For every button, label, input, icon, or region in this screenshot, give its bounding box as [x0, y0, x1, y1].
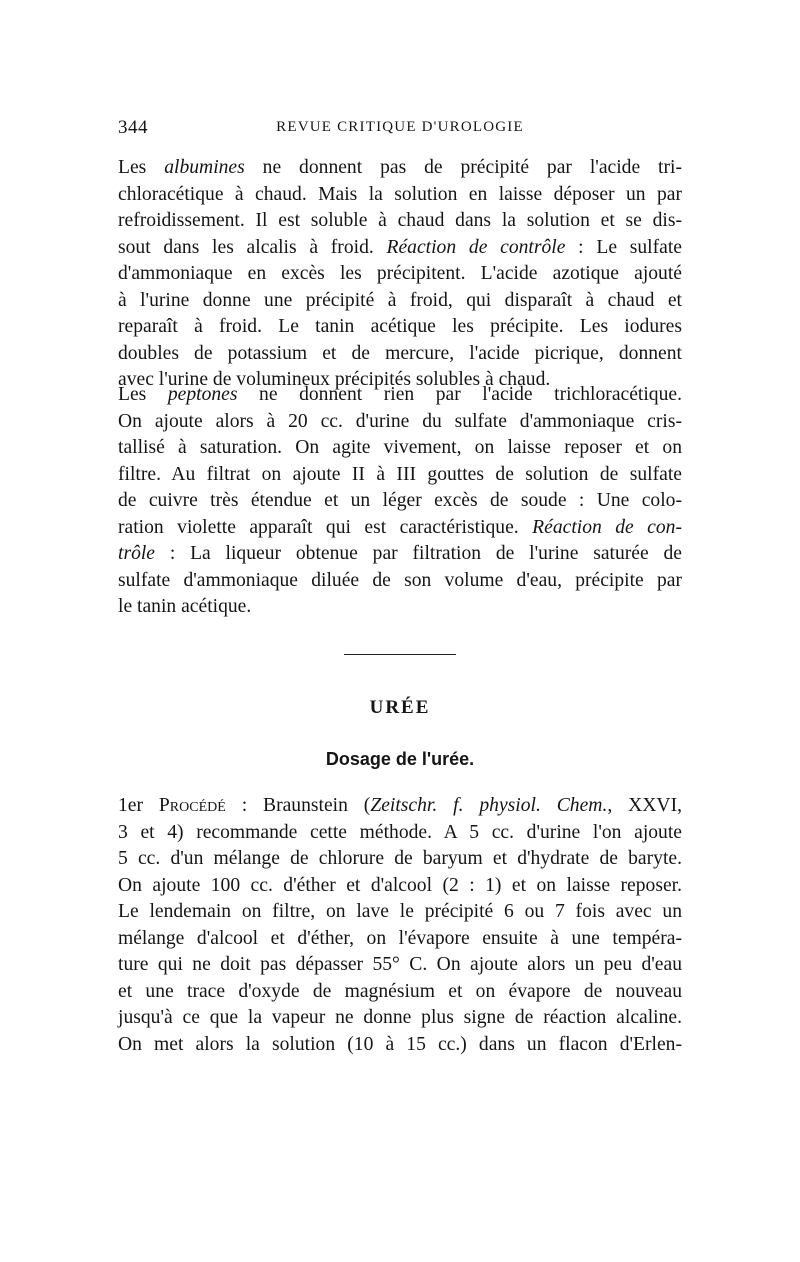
text-line: On met alors la solution (10 à 15 cc.) dans un flacon d'Erlen-	[118, 1033, 682, 1055]
paragraph-procede	[118, 793, 682, 1058]
text-line: le tanin acétique.	[118, 596, 252, 617]
text-line: Le lendemain on filtre, on lave le précipité 6 ou 7 fois avec un	[118, 901, 682, 922]
text-line: de cuivre très étendue et un léger excès de soude : Une colo-	[118, 490, 682, 511]
section-title: URÉE	[369, 697, 431, 718]
subheading: Dosage de l'urée.	[325, 749, 475, 769]
text-line: mélange d'alcool et d'éther, on l'évapore ensuite à une tempéra-	[118, 927, 682, 949]
text-line: doubles de potassium et de mercure, l'acide picrique, donnent	[118, 342, 682, 364]
text-line: On ajoute alors à 20 cc. d'urine du sulfate d'ammoniaque cris-	[118, 410, 682, 432]
text-line: refroidissement. Il est soluble à chaud dans la solution et se dis-	[118, 210, 682, 231]
text-line: ration violette apparaît qui est caractéristique. Réaction de con-	[118, 516, 682, 538]
text-line: 5 cc. d'un mélange de chlorure de baryum et d'hydrate de baryte.	[118, 848, 682, 869]
text-line: jusqu'à ce que la vapeur ne donne plus signe de réaction alcaline.	[118, 1007, 682, 1028]
text-line: tallisé à saturation. On agite vivement, on laisse reposer et on	[118, 437, 682, 458]
text-line: d'ammoniaque en excès les précipitent. L'acide azotique ajouté	[118, 263, 682, 284]
text-line: à l'urine donne une précipité à froid, qui disparaît à chaud et	[118, 289, 682, 311]
text-line: sout dans les alcalis à froid. Réaction de contrôle : Le sulfate	[118, 236, 682, 258]
text-line: reparaît à froid. Le tanin acétique les précipite. Les iodures	[118, 316, 682, 337]
text-line: filtre. Au filtrat on ajoute II à III gouttes de solution de sulfate	[118, 463, 682, 485]
text-line: 1er Procédé : Braunstein (Zeitschr. f. physiol. Chem., XXVI,	[118, 795, 683, 816]
paragraph-peptones	[118, 382, 682, 621]
text-line: Les peptones ne donnent rien par l'acide trichloracétique.	[118, 384, 682, 405]
text-line: chloracétique à chaud. Mais la solution en laisse déposer un par	[118, 183, 682, 205]
text-line: Les albumines ne donnent pas de précipité par l'acide tri-	[118, 157, 682, 178]
text-line: On ajoute 100 cc. d'éther et d'alcool (2 : 1) et on laisse reposer.	[118, 874, 682, 896]
paragraph-albumines	[118, 155, 682, 394]
text-line: sulfate d'ammoniaque diluée de son volume d'eau, précipite par	[118, 569, 682, 591]
text-line: trôle : La liqueur obtenue par filtration de l'urine saturée de	[118, 543, 682, 564]
text-line: et une trace d'oxyde de magnésium et on évapore de nouveau	[118, 980, 682, 1002]
text-line: ture qui ne doit pas dépasser 55° C. On ajoute alors un peu d'eau	[118, 954, 682, 975]
page-number: 344	[118, 117, 148, 138]
text-line: avec l'urine de volumineux précipités solubles à chaud.	[118, 369, 551, 390]
text-line: 3 et 4) recommande cette méthode. A 5 cc. d'urine l'on ajoute	[118, 821, 682, 843]
section-divider	[344, 654, 456, 655]
running-head: REVUE CRITIQUE D'UROLOGIE	[276, 119, 524, 135]
